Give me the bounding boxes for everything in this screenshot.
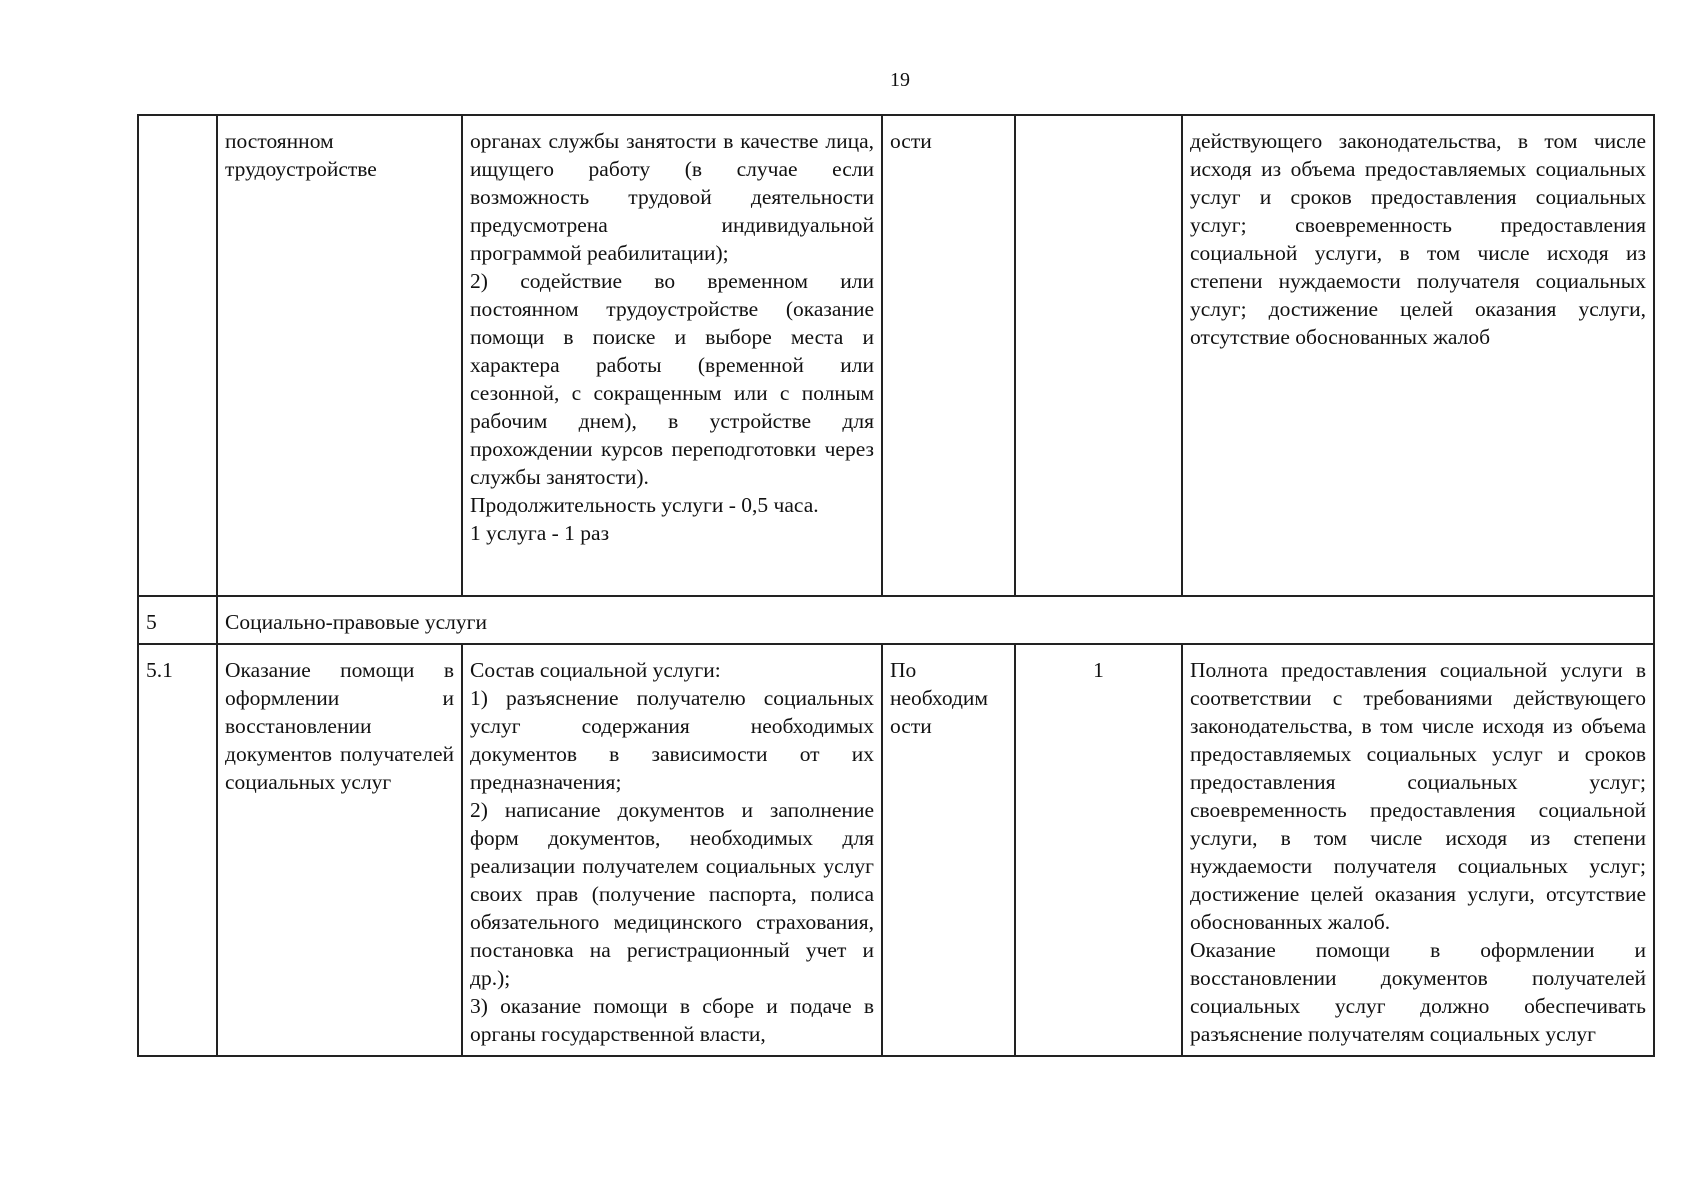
description-paragraph: 1 услуга - 1 раз xyxy=(470,521,610,545)
services-table xyxy=(137,114,1655,1057)
periodicity: ости xyxy=(890,129,932,153)
cell-quality xyxy=(1182,644,1654,1056)
table-row-5-1 xyxy=(138,644,1654,1056)
cell-quantity xyxy=(1015,115,1182,596)
cell-quality xyxy=(1182,115,1654,596)
cell-description xyxy=(462,115,882,596)
cell-service-name xyxy=(217,115,462,596)
row-number: 5.1 xyxy=(146,658,173,682)
page-number: 19 xyxy=(890,69,910,91)
service-name: постоянном трудоустройстве xyxy=(225,129,377,181)
service-name: Оказание помощи в оформлении и восстановлении документов получателей социальных услуг xyxy=(225,658,454,794)
quality-paragraph: Оказание помощи в оформлении и восстановлении документов получателей социальных услуг должно обеспечивать разъяснение получателям социальных услуг xyxy=(1190,938,1646,1046)
cell-quantity xyxy=(1015,644,1182,1056)
cell-service-name xyxy=(217,644,462,1056)
quality-paragraph: Полнота предоставления социальной услуги в соответствии с требованиями действующего законодательства, в том числе исходя из объема предоставляемых социальных услуг и сроков предоставления социальных услуг; своевременность предоставления социальной услуги, в том числе исходя из степени нуждаемости получателя социальных услуг; достижение целей оказания услуги, отсутствие обоснованных жалоб. xyxy=(1190,658,1646,934)
cell-description xyxy=(462,644,882,1056)
description-paragraph: органах службы занятости в качестве лица, ищущего работу (в случае если возможность трудовой деятельности предусмотрена индивидуальной программой реабилитации); xyxy=(470,129,874,265)
section-number: 5 xyxy=(138,596,217,644)
cell-periodicity xyxy=(882,115,1015,596)
cell-periodicity xyxy=(882,644,1015,1056)
quantity: 1 xyxy=(1093,658,1104,682)
periodicity: По необходим ости xyxy=(890,658,989,738)
description-paragraph: Состав социальной услуги: xyxy=(470,658,721,682)
description-paragraph: 2) содействие во временном или постоянном трудоустройстве (оказание помощи в поиске и выборе места и характера работы (временной или сезонной, с сокращенным или с полным рабочим днем), в устройстве для прохождении курсов переподготовки через службы занятости). xyxy=(470,269,874,489)
table-row-continuation xyxy=(138,115,1654,596)
description-paragraph: 3) оказание помощи в сборе и подаче в органы государственной власти, xyxy=(470,994,874,1046)
description-paragraph: 2) написание документов и заполнение форм документов, необходимых для реализации получателем социальных услуг своих прав (получение паспорта, полиса обязательного медицинского страхования, постановка на регистрационный учет и др.); xyxy=(470,798,874,990)
section-title: Социально-правовые услуги xyxy=(217,596,1654,644)
cell-number xyxy=(138,644,217,1056)
description-paragraph: 1) разъяснение получателю социальных услуг содержания необходимых документов в зависимости от их предназначения; xyxy=(470,686,874,794)
section-row xyxy=(138,596,1654,644)
quality-text: действующего законодательства, в том числе исходя из объема предоставляемых социальных услуг и сроков предоставления социальных услуг; своевременность предоставления социальной услуги, в том числе исходя из степени нуждаемости получателя социальных услуг; достижение целей оказания услуги, отсутствие обоснованных жалоб xyxy=(1190,129,1646,349)
description-paragraph: Продолжительность услуги - 0,5 часа. xyxy=(470,493,819,517)
cell-number xyxy=(138,115,217,596)
